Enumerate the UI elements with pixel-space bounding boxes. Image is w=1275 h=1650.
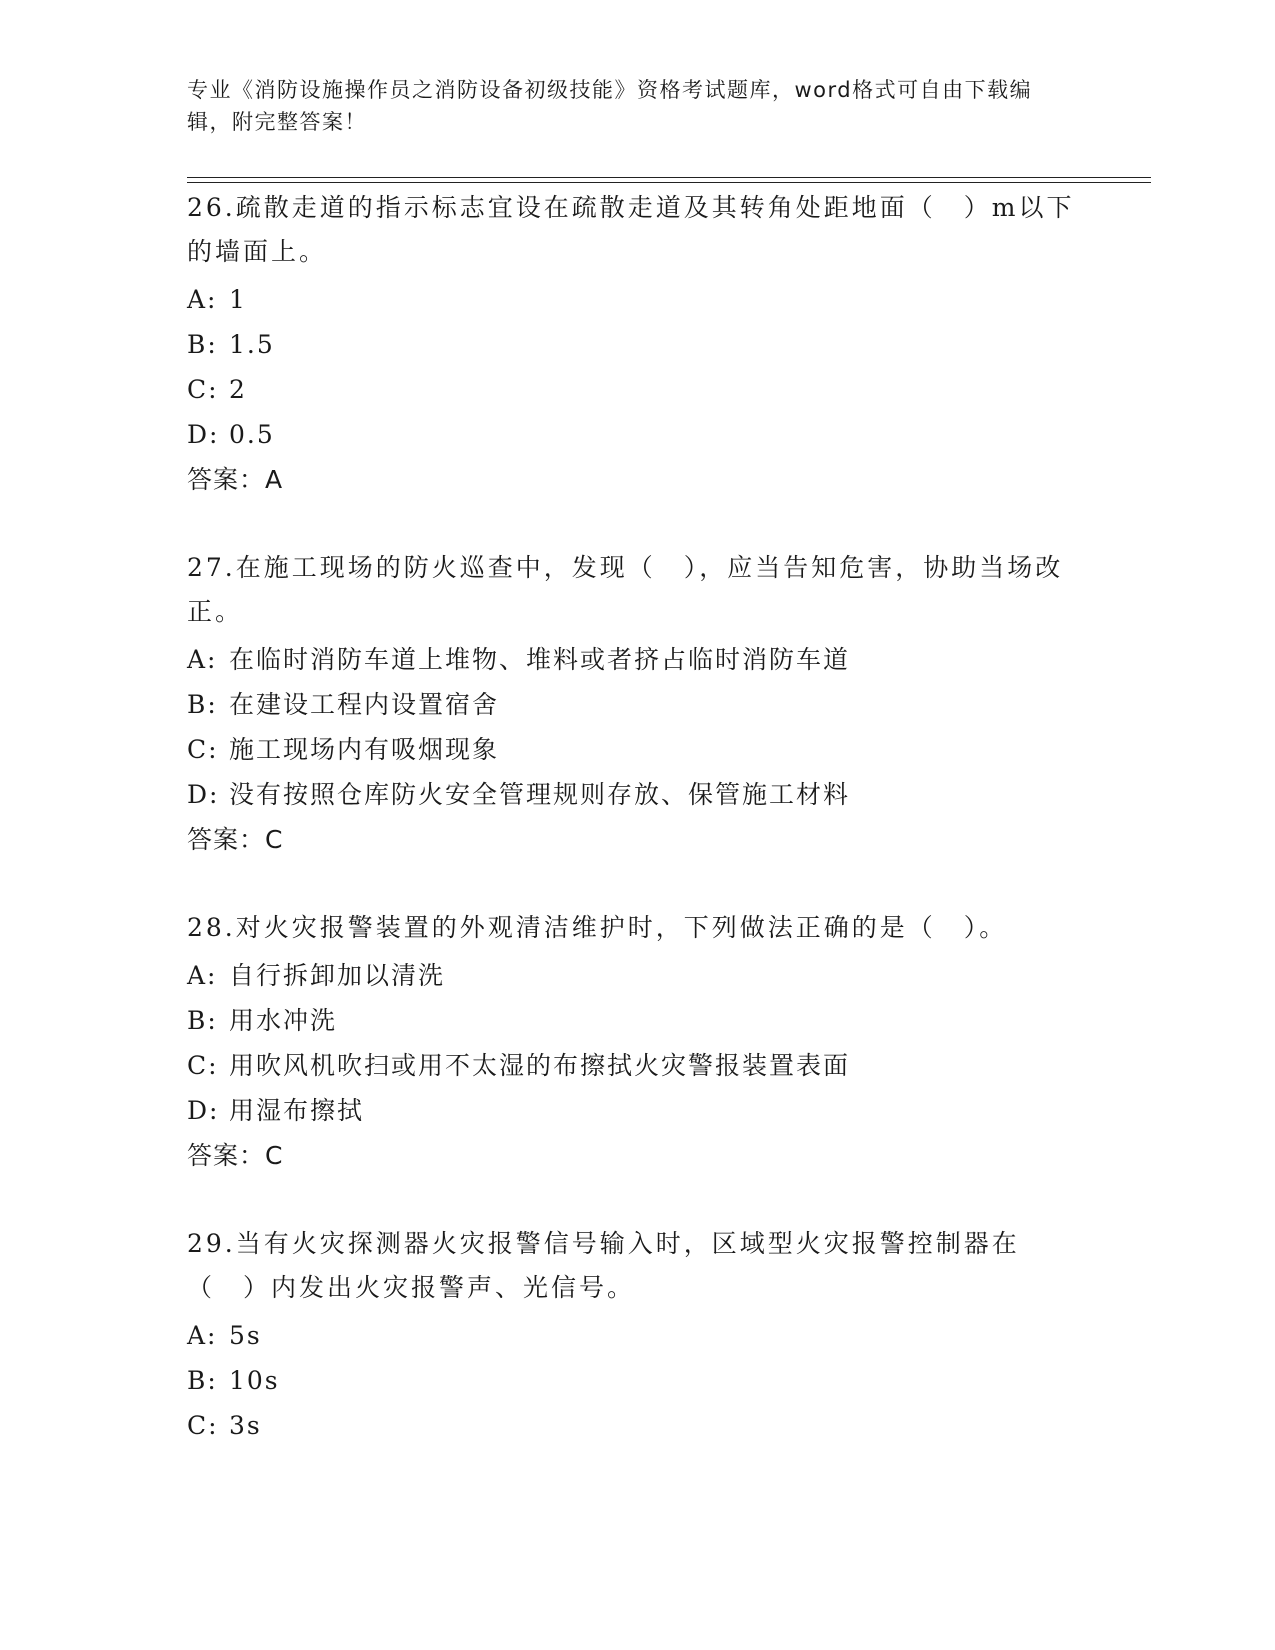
- option-text: 用湿布擦拭: [229, 1096, 365, 1125]
- option-a: [187, 637, 1087, 682]
- option-key: B:: [187, 1366, 218, 1395]
- document-header: 专业《消防设施操作员之消防设备初级技能》资格考试题库，word格式可自由下载编辑，附完整答案！: [187, 78, 1033, 134]
- option-b: [187, 1358, 1087, 1403]
- question-stem: 27.在施工现场的防火巡查中，发现（ ），应当告知危害，协助当场改正。: [187, 553, 1064, 626]
- option-b: [187, 682, 1087, 727]
- option-key: C:: [187, 735, 219, 764]
- option-b: [187, 322, 1087, 367]
- option-text: 在建设工程内设置宿舍: [229, 690, 500, 719]
- option-text: 施工现场内有吸烟现象: [229, 735, 500, 764]
- option-key: B:: [187, 1006, 218, 1035]
- question-27: [187, 546, 1087, 863]
- option-c: [187, 1403, 1087, 1448]
- option-a: [187, 953, 1087, 998]
- option-key: B:: [187, 330, 218, 359]
- option-key: C:: [187, 375, 219, 404]
- option-key: C:: [187, 1411, 219, 1440]
- option-text: 10s: [229, 1366, 280, 1395]
- option-text: 1: [229, 285, 247, 314]
- option-text: 没有按照仓库防火安全管理规则存放、保管施工材料: [229, 780, 851, 809]
- option-text: 5s: [229, 1321, 262, 1350]
- header-divider-bottom: [187, 182, 1151, 183]
- option-text: 1.5: [229, 330, 275, 359]
- option-d: [187, 772, 1087, 817]
- option-text: 自行拆卸加以清洗: [229, 961, 446, 990]
- option-a: [187, 277, 1087, 322]
- option-text: 3s: [229, 1411, 262, 1440]
- header-divider-top: [187, 177, 1151, 178]
- question-list: [187, 186, 1087, 1491]
- option-key: D:: [187, 780, 220, 809]
- option-key: D:: [187, 420, 220, 449]
- option-b: [187, 998, 1087, 1043]
- question-28: [187, 906, 1087, 1179]
- option-key: A:: [187, 1321, 218, 1350]
- answer-label: 答案：C: [187, 825, 284, 854]
- option-key: C:: [187, 1051, 219, 1080]
- option-key: D:: [187, 1096, 220, 1125]
- option-text: 2: [229, 375, 247, 404]
- option-text: 用水冲洗: [229, 1006, 338, 1035]
- answer-label: 答案：C: [187, 1141, 284, 1170]
- question-stem: 29.当有火灾探测器火灾报警信号输入时，区域型火灾报警控制器在（ ）内发出火灾报警声、光信号。: [187, 1229, 1020, 1302]
- option-c: [187, 727, 1087, 772]
- option-c: [187, 1043, 1087, 1088]
- option-a: [187, 1313, 1087, 1358]
- option-key: A:: [187, 961, 218, 990]
- option-text: 用吹风机吹扫或用不太湿的布擦拭火灾警报装置表面: [229, 1051, 851, 1080]
- option-text: 在临时消防车道上堆物、堆料或者挤占临时消防车道: [229, 645, 851, 674]
- option-key: B:: [187, 690, 218, 719]
- option-c: [187, 367, 1087, 412]
- question-stem: 28.对火灾报警装置的外观清洁维护时，下列做法正确的是（ ）。: [187, 913, 1008, 942]
- question-29: [187, 1222, 1087, 1448]
- option-key: A:: [187, 645, 218, 674]
- answer-label: 答案：A: [187, 465, 284, 494]
- option-text: 0.5: [229, 420, 275, 449]
- option-key: A:: [187, 285, 218, 314]
- option-d: [187, 1088, 1087, 1133]
- question-stem: 26.疏散走道的指示标志宜设在疏散走道及其转角处距地面（ ）m以下的墙面上。: [187, 193, 1075, 266]
- question-26: [187, 186, 1087, 503]
- option-d: [187, 412, 1087, 457]
